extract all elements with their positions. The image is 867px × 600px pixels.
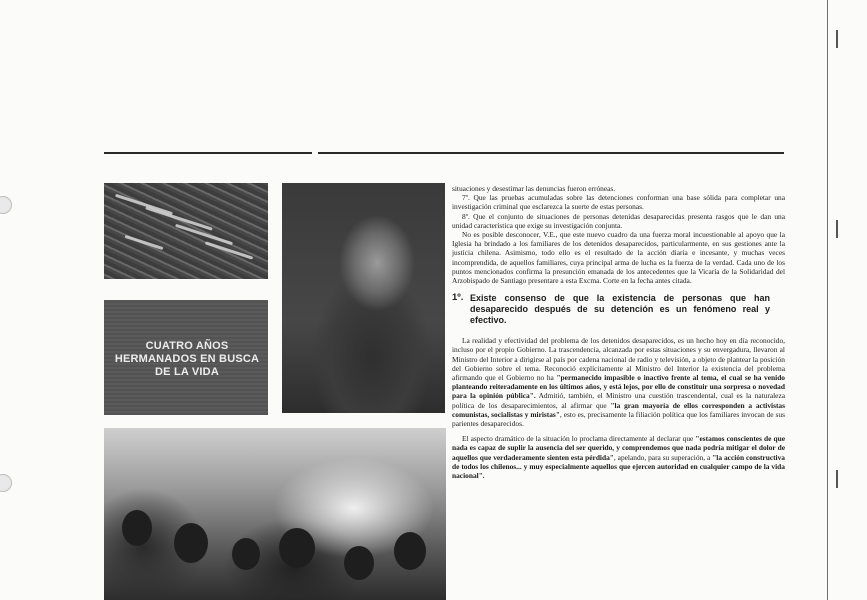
page-edge-mark [836,220,838,238]
text-run: , apelando, para su superación, a [613,452,713,462]
banner-caption-line: CUATRO AÑOS [145,340,229,352]
photo-crowd [104,428,446,600]
header-rule-left [104,152,312,154]
paragraph [452,336,785,428]
paragraph: No es posible desconocer, V.E., que este nuevo cuadro da una fuerza moral incuestionable al apoyo que la Iglesia ha brindado a los familiares de los detenidos desaparecidos, particularmente, en sus gestiones ante la justicia chilena. Asimismo, todo ello es el resultado de la acción diaria e incesante, y muchas veces incomprendida, de aquellos familiares, cuya principal arma de lucha es la fuerza de la verdad. Cada uno de los puntos mencionados confirma la presunción emanada de los antecedentes que la Vicaría de la Solidaridad del Arzobispado de Santiago presentare a esta Excma. Corte en la fecha antes citada. [452,230,785,286]
banner-caption [112,340,262,379]
page-edge-mark [836,470,838,488]
paragraph-point-8: 8º. Que el conjunto de situaciones de personas detenidas desaparecidas presenta rasgos que le dan una unidad característica que exige su investigación conjunta. [452,211,785,230]
photo-banner [104,300,268,415]
page-edge-mark [836,30,838,48]
text-run: , esto es, precisamente la filiación política que los familiares invocan de sus parientes desaparecidos. [452,409,785,429]
text-run: El aspecto dramático de la situación lo proclama directamente al declarar que [462,434,696,444]
text-run: La realidad y efectividad del problema de los detenidos desaparecidos, es un hecho hoy en día reconocido, incluso por el propio Gobierno. La trascendencia, alcanzada por estas situaciones y su envergadura, llevaron al Ministro del Interior a dirigirse al país por cadena nacional de radio y televisión, a objeto de plantear la posición del Gobierno sobre el tema. Reconoció explícitamente al Ministro del Interior la existencia del problema afirmando que el Gobierno no ha [452,336,785,383]
paragraph: situaciones y desestimar las denuncias fueron erróneas. [452,184,616,193]
quote-text: "la gran mayoría de ellos corresponden a activistas comunistas, socialistas y miristas" [452,400,785,419]
quote-text: "permanecido impasible o inactivo frente al tema, el cual se ha venido planteando reiteradamente en los últimos años, y está lejos, por ello de constituir una sorpresa o novedad para la opinión pública". [452,373,785,401]
punch-hole [0,196,12,214]
page-right-edge [827,0,828,600]
header-rule-right [318,152,784,154]
photo-portrait-man [282,183,445,413]
paragraph [452,434,785,480]
punch-hole [0,474,12,492]
text-run: Admitió, también, el Ministro una cuestión trascendental, cual es la naturaleza política de los desaparecimientos, al afirmar que [452,391,786,410]
quote-text: "estamos conscientes de que nada es capaz de suplir la ausencia del ser querido, y comprendemos que nada podría mitigar el dolor de aquellos que verdaderamente sienten esta pérdida" [452,434,785,462]
paragraph-point-7: 7º. Que las pruebas acumuladas sobre las detenciones conforman una base sólida para completar una investigación criminal que esclarezca la suerte de estas personas. [452,193,785,212]
body-text-column [452,184,785,480]
banner-caption-line: DE LA VIDA [155,366,219,378]
banner-caption-line: HERMANADOS EN BUSCA [114,353,260,365]
section-number: 1º. [452,292,464,304]
photo-flock-of-birds [104,183,268,279]
section-heading [452,293,785,326]
section-title: Existe consenso de que la existencia de personas que han desaparecido después de su detención es un fenómeno real y efectivo. [470,293,770,326]
quote-text: "la acción constructiva de todos los chilenos... y muy especialmente aquellos que ejercen autoridad en cualquier campo de la vida nacional". [452,452,785,481]
